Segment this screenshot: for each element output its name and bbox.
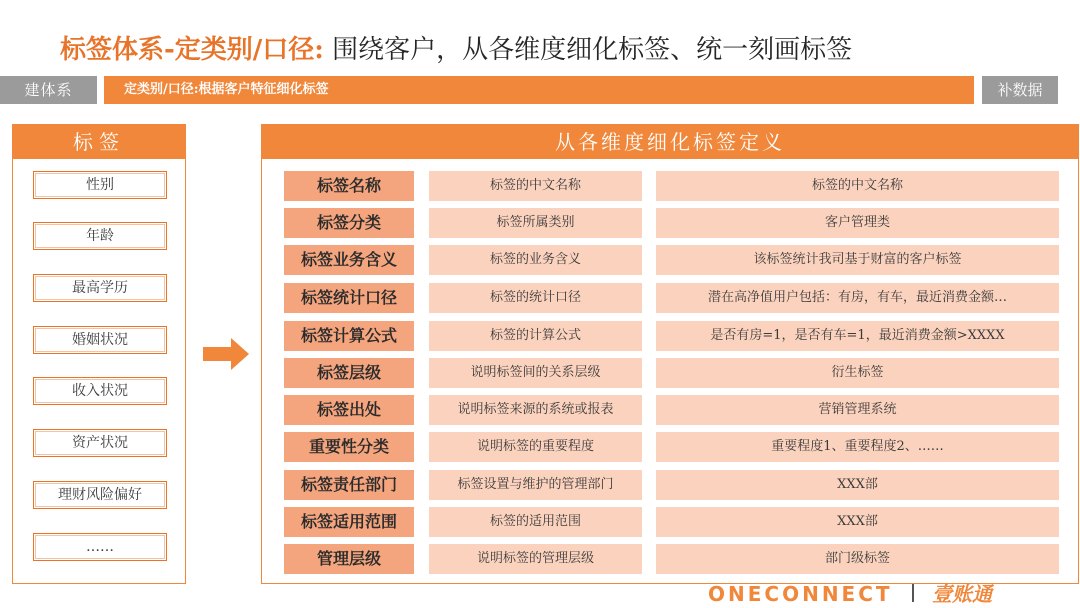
label-item-risk-preference: 理财风险偏好: [33, 481, 167, 509]
tag-supplement-data: 补数据: [982, 76, 1058, 104]
row-label: 标签业务含义: [284, 245, 414, 275]
brand-logo-right: 壹账通: [932, 584, 992, 606]
label-item-income: 收入状况: [33, 377, 167, 405]
label-item-more: ……: [33, 533, 167, 561]
row-example: 该标签统计我司基于财富的客户标签: [656, 245, 1059, 275]
row-label: 标签责任部门: [284, 470, 414, 500]
row-description: 说明标签来源的系统或报表: [429, 395, 642, 425]
definition-header: 从各维度细化标签定义: [262, 125, 1078, 159]
row-example: 重要程度1、重要程度2、……: [656, 432, 1059, 462]
brand-logo-oneconnect: ONECONNECT: [708, 584, 893, 606]
row-description: 标签的适用范围: [429, 507, 642, 537]
row-label: 标签统计口径: [284, 283, 414, 313]
row-example: 部门级标签: [656, 544, 1059, 574]
title-accent: 标签体系-定类别/口径:: [60, 35, 324, 65]
row-label: 标签分类: [284, 208, 414, 238]
row-description: 标签设置与维护的管理部门: [429, 470, 642, 500]
row-label: 管理层级: [284, 544, 414, 574]
row-description: 标签的业务含义: [429, 245, 642, 275]
label-item-education: 最高学历: [33, 274, 167, 302]
row-description: 标签的中文名称: [429, 171, 642, 201]
row-example: 营销管理系统: [656, 395, 1059, 425]
row-example: 衍生标签: [656, 358, 1059, 388]
row-description: 说明标签的重要程度: [429, 432, 642, 462]
tag-build-system: 建体系: [0, 76, 97, 104]
row-label: 标签层级: [284, 358, 414, 388]
row-example: 潜在高净值用户包括：有房，有车，最近消费金额…: [656, 283, 1059, 313]
definition-panel: [261, 124, 1079, 584]
label-item-marital: 婚姻状况: [33, 326, 167, 354]
page-title: [60, 32, 852, 68]
row-label: 重要性分类: [284, 432, 414, 462]
row-label: 标签出处: [284, 395, 414, 425]
label-list-panel: [12, 124, 186, 584]
row-label: 标签计算公式: [284, 321, 414, 351]
tag-define-category: 定类别/口径:根据客户特征细化标签: [104, 76, 974, 104]
row-description: 说明标签间的关系层级: [429, 358, 642, 388]
row-label: 标签名称: [284, 171, 414, 201]
title-rest: 围绕客户，从各维度细化标签、统一刻画标签: [332, 35, 853, 65]
label-item-gender: 性别: [33, 171, 167, 199]
right-arrow-icon: [203, 338, 249, 370]
label-item-age: 年龄: [33, 222, 167, 250]
row-example: 标签的中文名称: [656, 171, 1059, 201]
row-label: 标签适用范围: [284, 507, 414, 537]
row-example: XXX部: [656, 470, 1059, 500]
footer-brand: [706, 584, 1066, 608]
row-description: 标签的统计口径: [429, 283, 642, 313]
row-example: XXX部: [656, 507, 1059, 537]
brand-divider: [912, 584, 914, 602]
row-description: 标签的计算公式: [429, 321, 642, 351]
label-item-assets: 资产状况: [33, 429, 167, 457]
row-description: 说明标签的管理层级: [429, 544, 642, 574]
row-example: 客户管理类: [656, 208, 1059, 238]
row-description: 标签所属类别: [429, 208, 642, 238]
row-example: 是否有房=1，是否有车=1，最近消费金额>XXXX: [656, 321, 1059, 351]
label-list-header: 标签: [13, 125, 185, 159]
